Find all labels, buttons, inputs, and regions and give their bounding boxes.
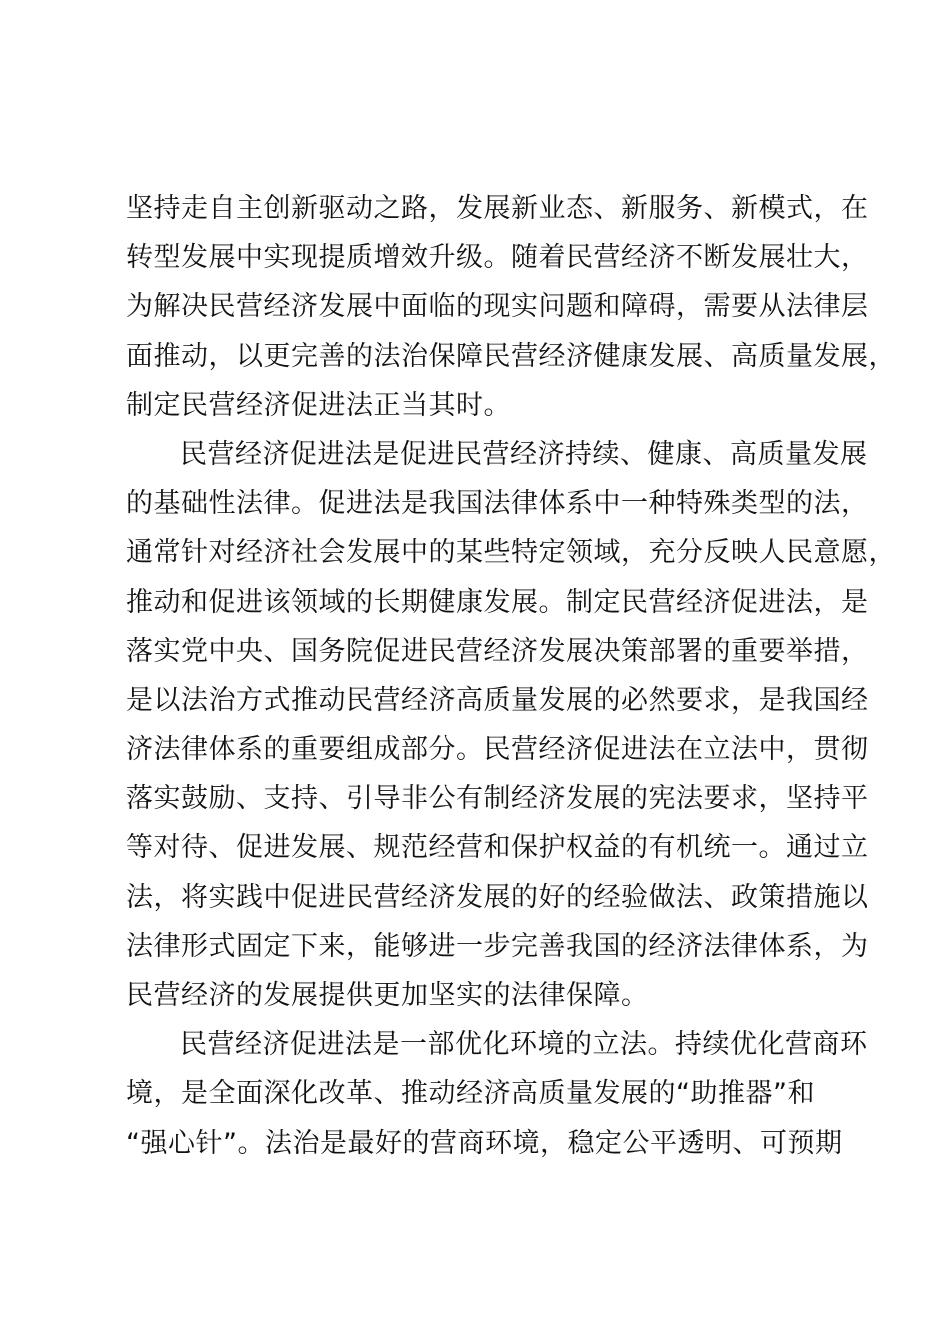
text-line: 济法律体系的重要组成部分。民营经济促进法在立法中，贯彻 (126, 734, 869, 766)
body-text (126, 184, 896, 1168)
text-line: 制定民营经济促进法正当其时。 (126, 389, 511, 421)
text-line: “强心针”。法治是最好的营商环境，稳定公平透明、可预期 (126, 1127, 843, 1159)
paragraph-1 (126, 184, 896, 430)
text-line: 境，是全面深化改革、推动经济高质量发展的“助推器”和 (126, 1078, 815, 1110)
text-line: 通常针对经济社会发展中的某些特定领域，充分反映人民意愿， (126, 537, 896, 569)
text-line: 民营经济促进法是一部优化环境的立法。持续优化营商环 (180, 1029, 868, 1061)
text-line: 转型发展中实现提质增效升级。随着民营经济不断发展壮大， (126, 242, 869, 274)
text-line: 民营经济的发展提供更加坚实的法律保障。 (126, 980, 649, 1011)
text-line: 坚持走自主创新驱动之路，发展新业态、新服务、新模式，在 (126, 193, 869, 224)
text-line: 落实党中央、国务院促进民营经济发展决策部署的重要举措， (126, 635, 869, 667)
text-line: 等对待、促进发展、规范经营和保护权益的有机统一。通过立 (126, 832, 869, 864)
text-line: 民营经济促进法是促进民营经济持续、健康、高质量发展 (180, 438, 868, 470)
text-line: 推动和促进该领域的长期健康发展。制定民营经济促进法，是 (126, 586, 869, 618)
text-line: 面推动，以更完善的法治保障民营经济健康发展、高质量发展， (126, 340, 896, 372)
text-line: 法，将实践中促进民营经济发展的好的经验做法、政策措施以 (126, 881, 869, 913)
text-line: 法律形式固定下来，能够进一步完善我国的经济法律体系，为 (126, 930, 869, 962)
paragraph-3 (126, 1020, 868, 1168)
text-line: 落实鼓励、支持、引导非公有制经济发展的宪法要求，坚持平 (126, 783, 869, 815)
text-line: 是以法治方式推动民营经济高质量发展的必然要求，是我国经 (126, 684, 869, 716)
text-line: 为解决民营经济发展中面临的现实问题和障碍，需要从法律层 (126, 291, 869, 323)
text-line: 的基础性法律。促进法是我国法律体系中一种特殊类型的法， (126, 488, 869, 520)
paragraph-2 (126, 430, 896, 1020)
